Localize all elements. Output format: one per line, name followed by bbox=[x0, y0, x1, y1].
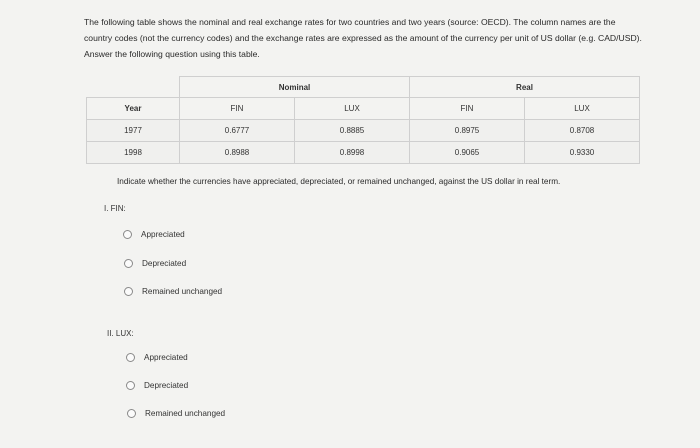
question-intro: The following table shows the nominal and real exchange rates for two countries and two years (source: OECD). The column names are the country codes (not the currency codes) and the exchange rates are expressed as the amount of the currency per unit of US dollar (e.g. CAD/USD). Answer the following question using this table. bbox=[84, 17, 642, 59]
option-label: Depreciated bbox=[142, 259, 187, 268]
lux-appreciated-option[interactable] bbox=[126, 353, 188, 362]
part-fin-label: I. FIN: bbox=[104, 204, 126, 213]
column-header-nominal-lux: LUX bbox=[295, 98, 410, 120]
table-cell-year: 1977 bbox=[87, 120, 180, 142]
option-label: Remained unchanged bbox=[145, 409, 226, 418]
fin-depreciated-option[interactable] bbox=[124, 259, 186, 268]
nominal-group-header: Nominal bbox=[180, 77, 410, 98]
fin-depreciated-radio[interactable] bbox=[124, 259, 133, 268]
lux-unchanged-option[interactable] bbox=[127, 409, 225, 418]
fin-appreciated-option[interactable] bbox=[123, 230, 185, 239]
table-cell-year: 1998 bbox=[87, 142, 180, 164]
column-header-year: Year bbox=[87, 98, 180, 120]
table-cell-real-fin: 0.8975 bbox=[410, 120, 525, 142]
fin-unchanged-option[interactable] bbox=[124, 287, 222, 296]
lux-unchanged-radio[interactable] bbox=[127, 409, 136, 418]
table-cell-real-lux: 0.9330 bbox=[525, 142, 640, 164]
table-cell-nominal-fin: 0.6777 bbox=[180, 120, 295, 142]
table-header-row bbox=[87, 98, 640, 120]
exchange-rate-table bbox=[86, 76, 640, 164]
table-group-blank bbox=[87, 77, 180, 98]
real-group-header: Real bbox=[410, 77, 640, 98]
table-cell-nominal-lux: 0.8885 bbox=[295, 120, 410, 142]
lux-appreciated-radio[interactable] bbox=[126, 353, 135, 362]
lux-depreciated-radio[interactable] bbox=[126, 381, 135, 390]
option-label: Appreciated bbox=[141, 230, 185, 239]
table-cell-nominal-lux: 0.8998 bbox=[295, 142, 410, 164]
option-label: Appreciated bbox=[144, 353, 188, 362]
table-cell-nominal-fin: 0.8988 bbox=[180, 142, 295, 164]
column-header-real-lux: LUX bbox=[525, 98, 640, 120]
option-label: Depreciated bbox=[144, 381, 189, 390]
column-header-real-fin: FIN bbox=[410, 98, 525, 120]
part-lux-label: II. LUX: bbox=[107, 329, 134, 338]
column-header-nominal-fin: FIN bbox=[180, 98, 295, 120]
table-cell-real-fin: 0.9065 bbox=[410, 142, 525, 164]
table-cell-real-lux: 0.8708 bbox=[525, 120, 640, 142]
table-row bbox=[87, 142, 640, 164]
fin-unchanged-radio[interactable] bbox=[124, 287, 133, 296]
option-label: Remained unchanged bbox=[142, 287, 223, 296]
lux-depreciated-option[interactable] bbox=[126, 381, 188, 390]
table-group-header-row bbox=[87, 77, 640, 98]
question-prompt: Indicate whether the currencies have appreciated, depreciated, or remained unchanged, against the US dollar in real term. bbox=[117, 177, 561, 186]
fin-appreciated-radio[interactable] bbox=[123, 230, 132, 239]
table-row bbox=[87, 120, 640, 142]
